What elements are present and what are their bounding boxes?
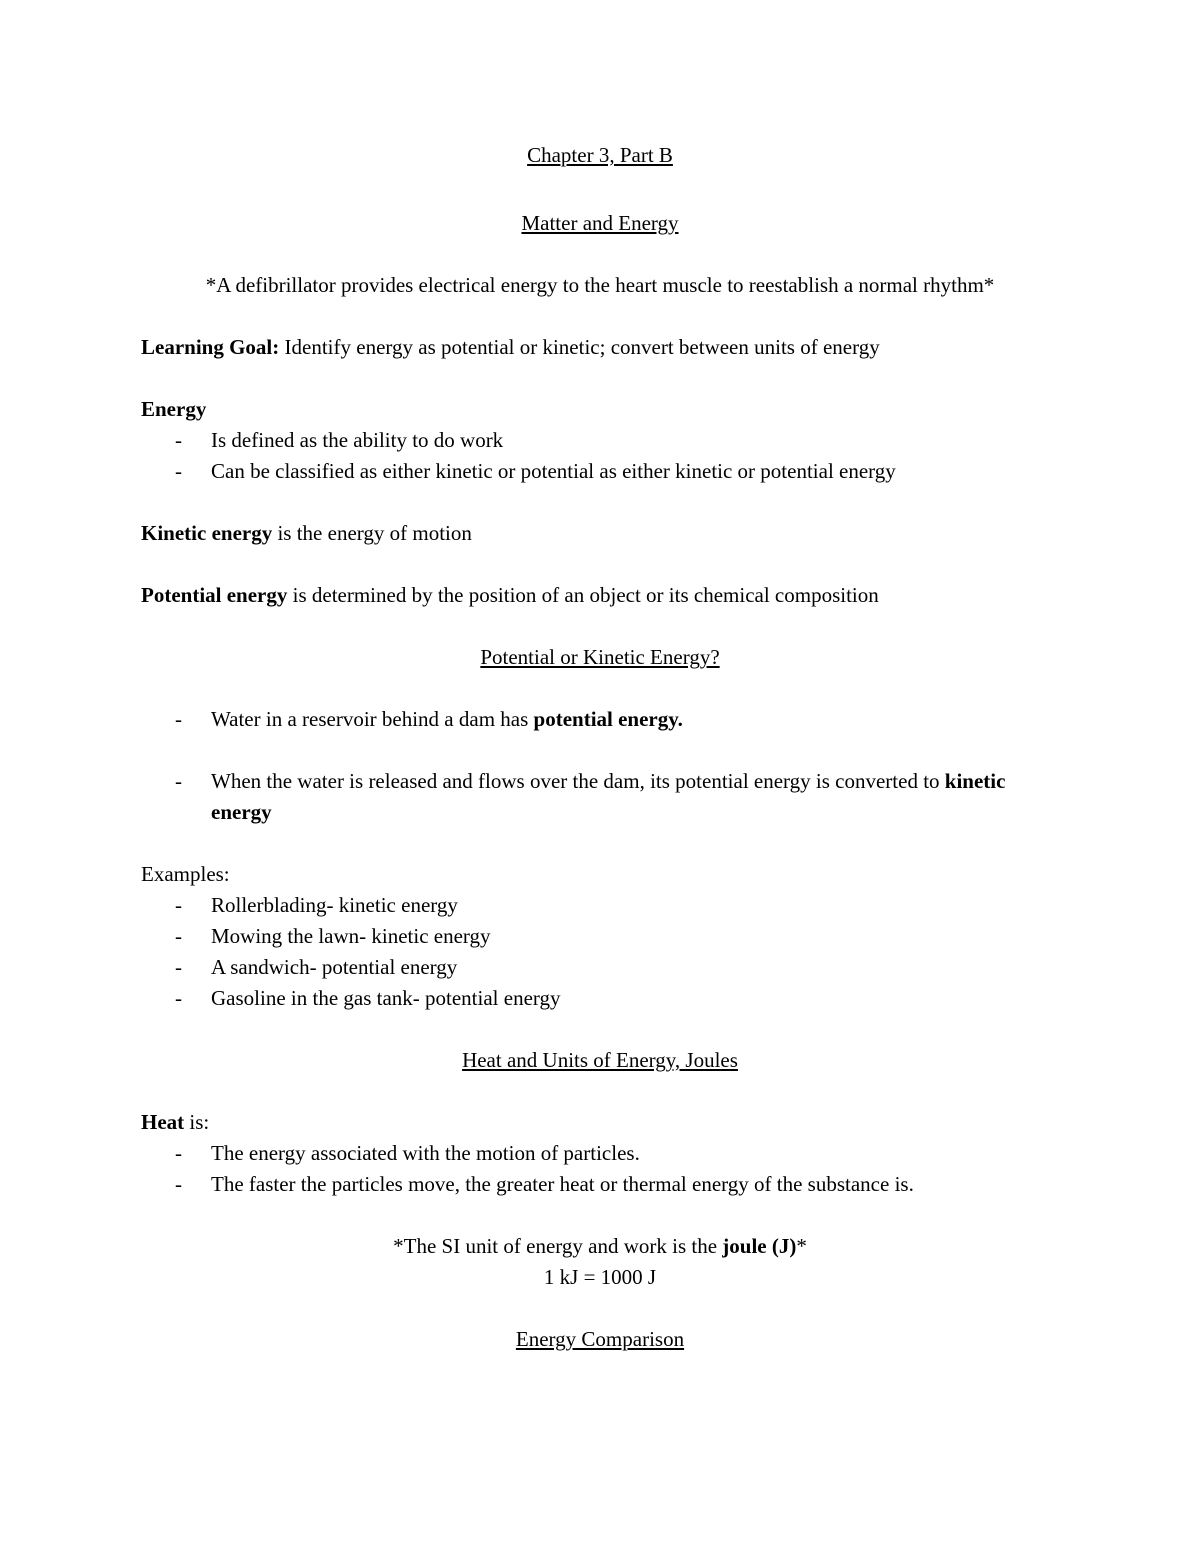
heat-intro: Heat is: bbox=[141, 1110, 210, 1134]
heat-heading: Heat and Units of Energy, Joules bbox=[462, 1048, 738, 1072]
examples-heading: Examples: bbox=[141, 862, 230, 886]
list-item: - A sandwich- potential energy bbox=[141, 952, 1059, 983]
pk-heading: Potential or Kinetic Energy? bbox=[480, 645, 720, 669]
dash-marker: - bbox=[175, 986, 182, 1010]
dash-marker: - bbox=[175, 707, 182, 731]
dash-marker: - bbox=[175, 1172, 182, 1196]
learning-goal-text: Identify energy as potential or kinetic; convert between units of energy bbox=[279, 335, 880, 359]
joule-term: joule (J) bbox=[722, 1234, 797, 1258]
energy-comparison-heading: Energy Comparison bbox=[515, 1327, 685, 1351]
heat-list bbox=[141, 1138, 1059, 1200]
document-page bbox=[141, 140, 1059, 1355]
list-item: - When the water is released and flows over the dam, its potential energy is converted to kinetic energy bbox=[141, 766, 1059, 828]
dash-marker: - bbox=[175, 893, 182, 917]
chapter-title: Chapter 3, Part B bbox=[527, 143, 673, 167]
intro-note: *A defibrillator provides electrical energy to the heart muscle to reestablish a normal rhythm* bbox=[205, 273, 995, 297]
dash-marker: - bbox=[175, 428, 182, 452]
energy-heading: Energy bbox=[141, 397, 207, 421]
energy-list bbox=[141, 425, 1059, 487]
kinetic-term: Kinetic energy bbox=[141, 521, 273, 545]
dash-marker: - bbox=[175, 1141, 182, 1165]
section-title: Matter and Energy bbox=[521, 211, 679, 235]
potential-definition: Potential energy is determined by the position of an object or its chemical composition bbox=[141, 583, 879, 607]
list-item: - Can be classified as either kinetic or potential as either kinetic or potential energy bbox=[141, 456, 1059, 487]
conversion-line: 1 kJ = 1000 J bbox=[543, 1265, 657, 1289]
dash-marker: - bbox=[175, 924, 182, 948]
kinetic-definition: Kinetic energy is the energy of motion bbox=[141, 521, 472, 545]
heat-term: Heat bbox=[141, 1110, 185, 1134]
dash-marker: - bbox=[175, 459, 182, 483]
list-item: - Rollerblading- kinetic energy bbox=[141, 890, 1059, 921]
examples-list bbox=[141, 890, 1059, 1014]
list-item: - Mowing the lawn- kinetic energy bbox=[141, 921, 1059, 952]
learning-goal bbox=[141, 332, 1059, 363]
list-item: - Gasoline in the gas tank- potential energy bbox=[141, 983, 1059, 1014]
list-item: - Is defined as the ability to do work bbox=[141, 425, 1059, 456]
potential-term: Potential energy bbox=[141, 583, 288, 607]
learning-goal-label: Learning Goal: bbox=[141, 335, 280, 359]
list-item: - Water in a reservoir behind a dam has potential energy. bbox=[141, 704, 1059, 735]
si-unit-note: *The SI unit of energy and work is the joule (J)* bbox=[393, 1234, 807, 1258]
dash-marker: - bbox=[175, 769, 182, 793]
pk-list-2 bbox=[141, 766, 1059, 828]
list-item: - The faster the particles move, the greater heat or thermal energy of the substance is. bbox=[141, 1169, 1059, 1200]
list-item: - The energy associated with the motion of particles. bbox=[141, 1138, 1059, 1169]
dash-marker: - bbox=[175, 955, 182, 979]
pk-list bbox=[141, 704, 1059, 735]
